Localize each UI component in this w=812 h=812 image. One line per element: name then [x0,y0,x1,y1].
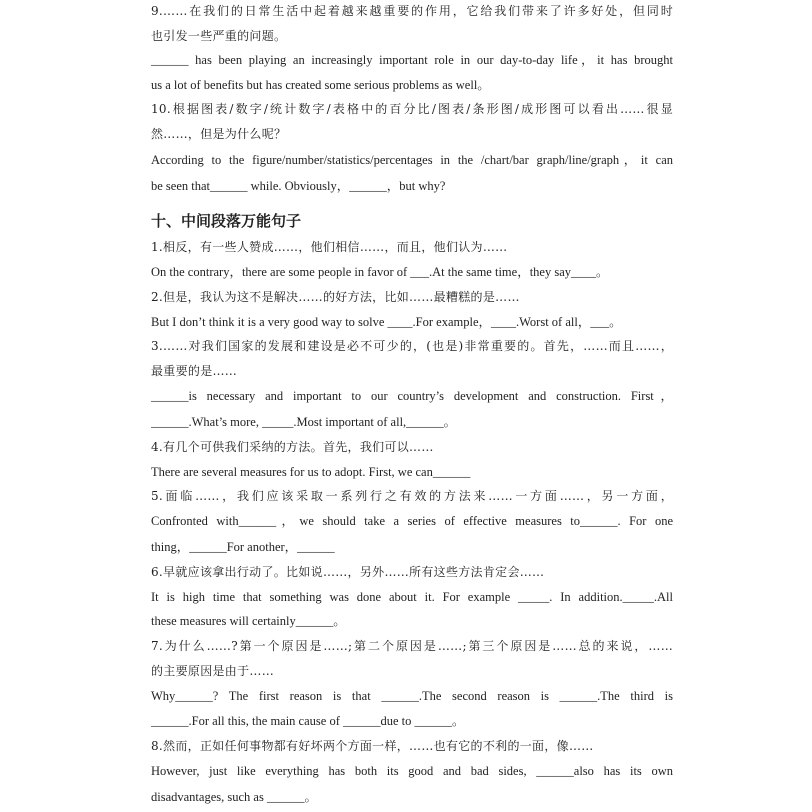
item-7-chinese-line-2: 的主要原因是由于…… [151,664,275,678]
item-3-chinese-line-2: 最重要的是…… [151,364,238,378]
item-10-chinese-line-1: 10.根据图表/数字/统计数字/表格中的百分比/图表/条形图/成形图可以看出……很显 [151,102,673,116]
item-9-english-line-1: ______ has been playing an increasingly important role in our day-to-day life，it has brought [151,53,673,67]
item-4-english: There are several measures for us to adopt. First, we can______ [151,465,471,479]
item-2-chinese: 2.但是，我认为这不是解决……的好方法，比如……最糟糕的是…… [151,290,520,304]
item-3-english-line-1: ______is necessary and important to our country’s development and construction. First， [151,389,673,403]
item-3-english-line-2: ______.What’s more, _____.Most important of all,______。 [151,415,457,429]
item-9-chinese-line-1: 9.……在我们的日常生活中起着越来越重要的作用，它给我们带来了许多好处，但同时 [151,4,673,18]
item-7-english-line-2: ______.For all this, the main cause of ______due to ______。 [151,714,465,728]
item-9-chinese-line-2: 也引发一些严重的问题。 [151,29,287,43]
item-5-english-line-1: Confronted with______，we should take a series of effective measures to______. For one [151,514,673,528]
section-heading: 十、中间段落万能句子 [151,212,302,230]
item-3-chinese-line-1: 3.……对我们国家的发展和建设是必不可少的，(也是)非常重要的。首先，……而且……， [151,339,673,353]
item-10-english-line-1: According to the figure/number/statistics/percentages in the /chart/bar graph/line/graph，it can [151,153,673,167]
item-1-chinese: 1.相反，有一些人赞成……，他们相信……，而且，他们认为…… [151,240,508,254]
item-6-chinese: 6.早就应该拿出行动了。比如说……，另外……所有这些方法肯定会…… [151,565,545,579]
item-10-chinese-line-2: 然……，但是为什么呢？ [151,127,287,141]
item-7-english-line-1: Why______? The first reason is that ______.The second reason is ______.The third is [151,689,673,703]
item-1-english: On the contrary，there are some people in favor of ___.At the same time，they say____。 [151,265,609,279]
item-6-english-line-1: It is high time that something was done about it. For example _____. In addition._____.All [151,590,673,604]
item-4-chinese: 4.有几个可供我们采纳的方法。首先，我们可以…… [151,440,434,454]
item-10-english-line-2: be seen that______ while. Obviously，______，but why? [151,179,446,193]
item-6-english-line-2: these measures will certainly______。 [151,614,346,628]
item-5-english-line-2: thing，______For another，______ [151,540,335,554]
item-8-english-line-1: However, just like everything has both its good and bad sides, ______also has its own [151,764,673,778]
item-8-english-line-2: disadvantages, such as ______。 [151,790,317,804]
item-2-english: But I don’t think it is a very good way to solve ____.For example，____.Worst of all，___。 [151,315,622,329]
item-7-chinese-line-1: 7.为什么……?第一个原因是……;第二个原因是……;第三个原因是……总的来说，…… [151,639,673,653]
item-8-chinese: 8.然而，正如任何事物都有好坏两个方面一样，……也有它的不利的一面，像…… [151,739,594,753]
item-9-english-line-2: us a lot of benefits but has created some serious problems as well。 [151,78,490,92]
item-5-chinese: 5.面临……，我们应该采取一系列行之有效的方法来……一方面……，另一方面， [151,489,673,503]
